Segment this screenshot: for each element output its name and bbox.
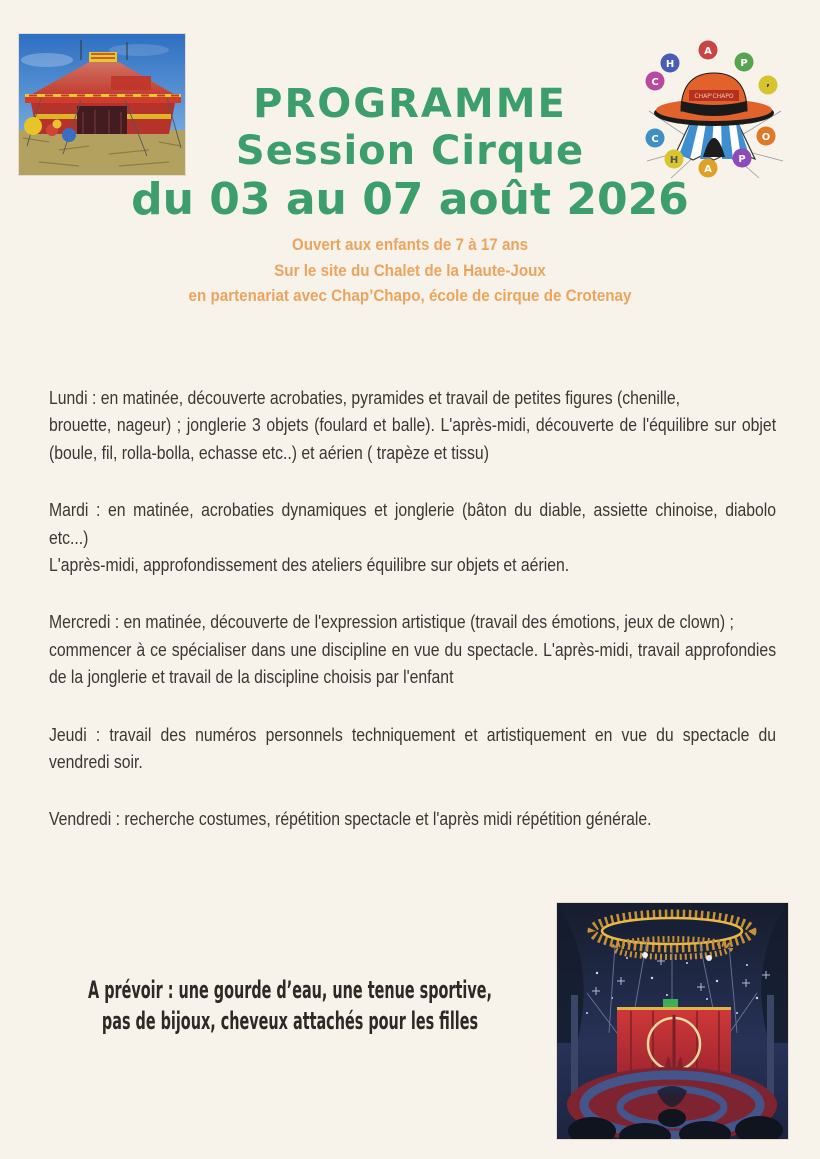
interior-photo [556, 902, 789, 1140]
svg-text:H: H [669, 155, 679, 166]
schedule-section [49, 385, 776, 864]
svg-text:C: C [651, 77, 659, 88]
mardi-run-1: Mardi : en matinée, acrobaties dynamiques et jonglerie (bâton du diable, assiette chinoise, diabolo etc...) [49, 500, 777, 548]
svg-text:O: O [761, 132, 771, 143]
title-session: Session Cirque [235, 128, 585, 174]
page-title: PROGRAMME [253, 81, 567, 127]
jeudi-run-1: Jeudi : travail des numéros personnels techniquement et artistiquement en vue du spectacle du vendredi soir. [49, 724, 777, 773]
lundi-run-1: Lundi : en matinée, découverte acrobaties, pyramides et travail de petites figures (chenille, [49, 388, 681, 408]
svg-text:P: P [740, 58, 748, 69]
svg-text:’: ’ [766, 83, 770, 94]
logo-hat-icon [654, 73, 774, 126]
interior-photo-art [557, 903, 788, 1139]
hat-band-label: CHAP'CHAPO [694, 93, 734, 100]
svg-text:P: P [738, 154, 746, 165]
note-line-2: pas de bijoux, cheveux attachés pour les filles [101, 1007, 479, 1035]
schedule-paragraph-lundi [49, 385, 776, 467]
mardi-run-2: L'après-midi, approfondissement des ateliers équilibre sur objets et aérien. [49, 555, 570, 576]
note-line-1: A prévoir : une gourde d’eau, une tenue sportive, [88, 976, 492, 1004]
subtitle [33, 233, 787, 310]
exit-sign [663, 999, 678, 1007]
mercredi-run-1: Mercredi : en matinée, découverte de l'expression artistique (travail des émotions, jeux de clown) ; [49, 612, 734, 633]
schedule-paragraph-mardi [49, 497, 776, 579]
mercredi-run-2: commencer à ce spécialiser dans une discipline en vue du spectacle. L'après-midi, travail approfondies de la jonglerie et travail de la discipline choisis par l'enfant [49, 639, 777, 688]
truss-left [571, 995, 578, 1095]
schedule-paragraph-jeudi [49, 722, 776, 777]
truss-right [767, 995, 774, 1095]
subtitle-line-ages: Ouvert aux enfants de 7 à 17 ans [291, 236, 529, 254]
lundi-run-2: brouette, nageur) ; jonglerie 3 objets (foulard et balle). L'après-midi, découverte de l'équilibre sur objet (boule, fil, rolla-bolla, echasse etc..) et aérien ( trapèze et tissu) [49, 415, 777, 463]
circus-logo-art [641, 33, 791, 191]
subtitle-line-partner: en partenariat avec Chap’Chapo, école de cirque de Crotenay [188, 287, 632, 305]
svg-text:A: A [704, 46, 712, 57]
subtitle-line-site: Sur le site du Chalet de la Haute-Joux [274, 261, 546, 280]
svg-text:C: C [651, 134, 659, 145]
svg-text:H: H [665, 59, 675, 70]
svg-text:A: A [704, 164, 712, 175]
circus-logo [641, 33, 791, 191]
schedule-paragraph-vendredi [49, 806, 776, 833]
vendredi-run-1: Vendredi : recherche costumes, répétition spectacle et l'après midi répétition générale. [49, 809, 652, 830]
note-a-prevoir [74, 975, 506, 1037]
schedule-paragraph-mercredi [49, 609, 776, 691]
title-dates: du 03 au 07 août 2026 [131, 174, 689, 225]
